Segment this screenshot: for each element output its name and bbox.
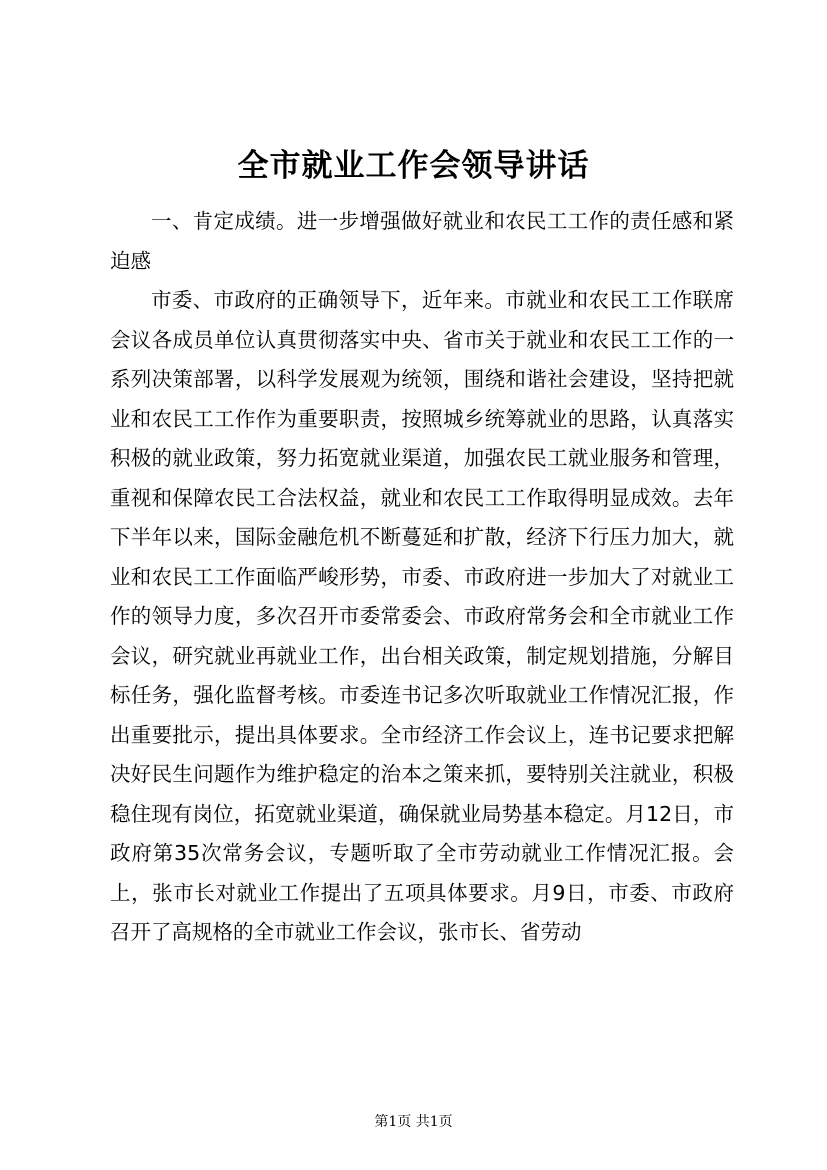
document-title: 全市就业工作会领导讲话	[237, 148, 590, 184]
paragraph-2: 市委、市政府的正确领导下，近年来。市就业和农民工工作联席会议各成员单位认真贯彻落实中央、省市关于就业和农民工工作的一系列决策部署，以科学发展观为统领，围绕和谐社会建设，坚持把就业和农民工工作作为重要职责，按照城乡统筹就业的思路，认真落实积极的就业政策，努力拓宽就业渠道，加强农民工就业服务和管理，重视和保障农民工合法权益，就业和农民工工作取得明显成效。去年下半年以来，国际金融危机不断蔓延和扩散，经济下行压力加大，就业和农民工工作面临严峻形势，市委、市政府进一步加大了对就业工作的领导力度，多次召开市委常委会、市政府常务会和全市就业工作会议，研究就业再就业工作，出台相关政策，制定规划措施，分解目标任务，强化监督考核。市委连书记多次听取就业工作情况汇报，作出重要批示，提出具体要求。全市经济工作会议上，连书记要求把解决好民生问题作为维护稳定的治本之策来抓，要特别关注就业，积极稳住现有岗位，拓宽就业渠道，确保就业局势基本稳定。月12日，市政府第35次常务会议，专题听取了全市劳动就业工作情况汇报。会上，张市长对就业工作提出了五项具体要求。月9日，市委、市政府召开了高规格的全市就业工作会议，张市长、省劳动	[110, 288, 734, 944]
page-number-footer: 第1页 共1页	[374, 1114, 453, 1130]
paragraph-1: 一、肯定成绩。进一步增强做好就业和农民工工作的责任感和紧迫感	[110, 209, 734, 273]
document-body	[110, 202, 734, 953]
